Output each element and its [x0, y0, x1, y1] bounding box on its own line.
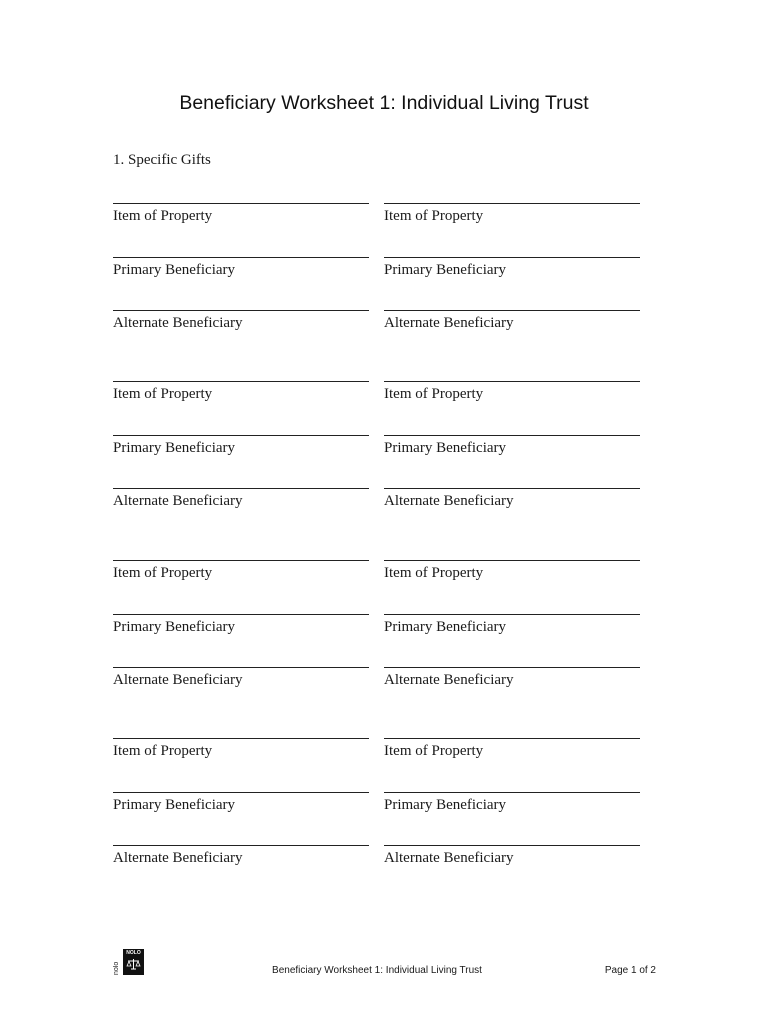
- blank-line[interactable]: [113, 614, 369, 615]
- blank-line[interactable]: [384, 845, 640, 846]
- blank-line[interactable]: [113, 488, 369, 489]
- field-label: Alternate Beneficiary: [384, 315, 514, 331]
- field-label: Primary Beneficiary: [113, 440, 236, 456]
- field-label: Alternate Beneficiary: [113, 672, 243, 688]
- field-primary-4-right[interactable]: [384, 792, 640, 814]
- field-alternate-2-left[interactable]: [113, 488, 369, 510]
- blank-line[interactable]: [384, 614, 640, 615]
- field-label: Item of Property: [384, 386, 484, 402]
- field-label: Alternate Beneficiary: [384, 850, 514, 866]
- blank-line[interactable]: [384, 310, 640, 311]
- field-label: Primary Beneficiary: [113, 619, 236, 635]
- blank-line[interactable]: [384, 435, 640, 436]
- field-label: Primary Beneficiary: [384, 619, 507, 635]
- blank-line[interactable]: [113, 738, 369, 739]
- field-alternate-4-right[interactable]: [384, 845, 640, 867]
- field-item-1-left[interactable]: [113, 203, 369, 225]
- field-item-1-right[interactable]: [384, 203, 640, 225]
- field-label: Primary Beneficiary: [113, 797, 236, 813]
- blank-line[interactable]: [113, 792, 369, 793]
- nolo-logo-word: nolo: [113, 961, 120, 975]
- field-label: Primary Beneficiary: [384, 440, 507, 456]
- blank-line[interactable]: [113, 257, 369, 258]
- field-primary-3-left[interactable]: [113, 614, 369, 636]
- field-label: Alternate Beneficiary: [113, 493, 243, 509]
- field-alternate-3-left[interactable]: [113, 667, 369, 689]
- field-alternate-4-left[interactable]: [113, 845, 369, 867]
- field-label: Item of Property: [384, 743, 484, 759]
- blank-line[interactable]: [384, 667, 640, 668]
- blank-line[interactable]: [384, 488, 640, 489]
- section-heading: 1. Specific Gifts: [113, 152, 211, 168]
- field-primary-3-right[interactable]: [384, 614, 640, 636]
- blank-line[interactable]: [113, 560, 369, 561]
- blank-line[interactable]: [113, 381, 369, 382]
- field-label: Item of Property: [384, 565, 484, 581]
- field-primary-2-left[interactable]: [113, 435, 369, 457]
- page-title: Beneficiary Worksheet 1: Individual Living Trust: [179, 92, 589, 114]
- blank-line[interactable]: [113, 845, 369, 846]
- blank-line[interactable]: [384, 560, 640, 561]
- field-label: Primary Beneficiary: [113, 262, 236, 278]
- blank-line[interactable]: [113, 203, 369, 204]
- blank-line[interactable]: [384, 203, 640, 204]
- field-primary-1-right[interactable]: [384, 257, 640, 279]
- field-item-4-left[interactable]: [113, 738, 369, 760]
- field-label: Alternate Beneficiary: [384, 672, 514, 688]
- blank-line[interactable]: [384, 381, 640, 382]
- field-alternate-1-right[interactable]: [384, 310, 640, 332]
- field-primary-1-left[interactable]: [113, 257, 369, 279]
- field-item-3-left[interactable]: [113, 560, 369, 582]
- field-label: Alternate Beneficiary: [113, 315, 243, 331]
- field-label: Primary Beneficiary: [384, 262, 507, 278]
- field-label: Item of Property: [113, 743, 213, 759]
- field-label: Primary Beneficiary: [384, 797, 507, 813]
- field-alternate-2-right[interactable]: [384, 488, 640, 510]
- field-primary-2-right[interactable]: [384, 435, 640, 457]
- field-label: Item of Property: [113, 565, 213, 581]
- footer-title: Beneficiary Worksheet 1: Individual Living Trust: [272, 965, 482, 976]
- blank-line[interactable]: [384, 257, 640, 258]
- field-item-4-right[interactable]: [384, 738, 640, 760]
- field-label: Item of Property: [113, 208, 213, 224]
- field-item-2-right[interactable]: [384, 381, 640, 403]
- blank-line[interactable]: [384, 738, 640, 739]
- field-label: Alternate Beneficiary: [113, 850, 243, 866]
- blank-line[interactable]: [113, 435, 369, 436]
- field-alternate-1-left[interactable]: [113, 310, 369, 332]
- field-label: Item of Property: [384, 208, 484, 224]
- blank-line[interactable]: [113, 667, 369, 668]
- field-label: Item of Property: [113, 386, 213, 402]
- blank-line[interactable]: [113, 310, 369, 311]
- blank-line[interactable]: [384, 792, 640, 793]
- page-number: Page 1 of 2: [604, 965, 656, 976]
- field-alternate-3-right[interactable]: [384, 667, 640, 689]
- field-primary-4-left[interactable]: [113, 792, 369, 814]
- nolo-badge-text: NOLO: [126, 950, 141, 956]
- field-item-3-right[interactable]: [384, 560, 640, 582]
- field-label: Alternate Beneficiary: [384, 493, 514, 509]
- field-item-2-left[interactable]: [113, 381, 369, 403]
